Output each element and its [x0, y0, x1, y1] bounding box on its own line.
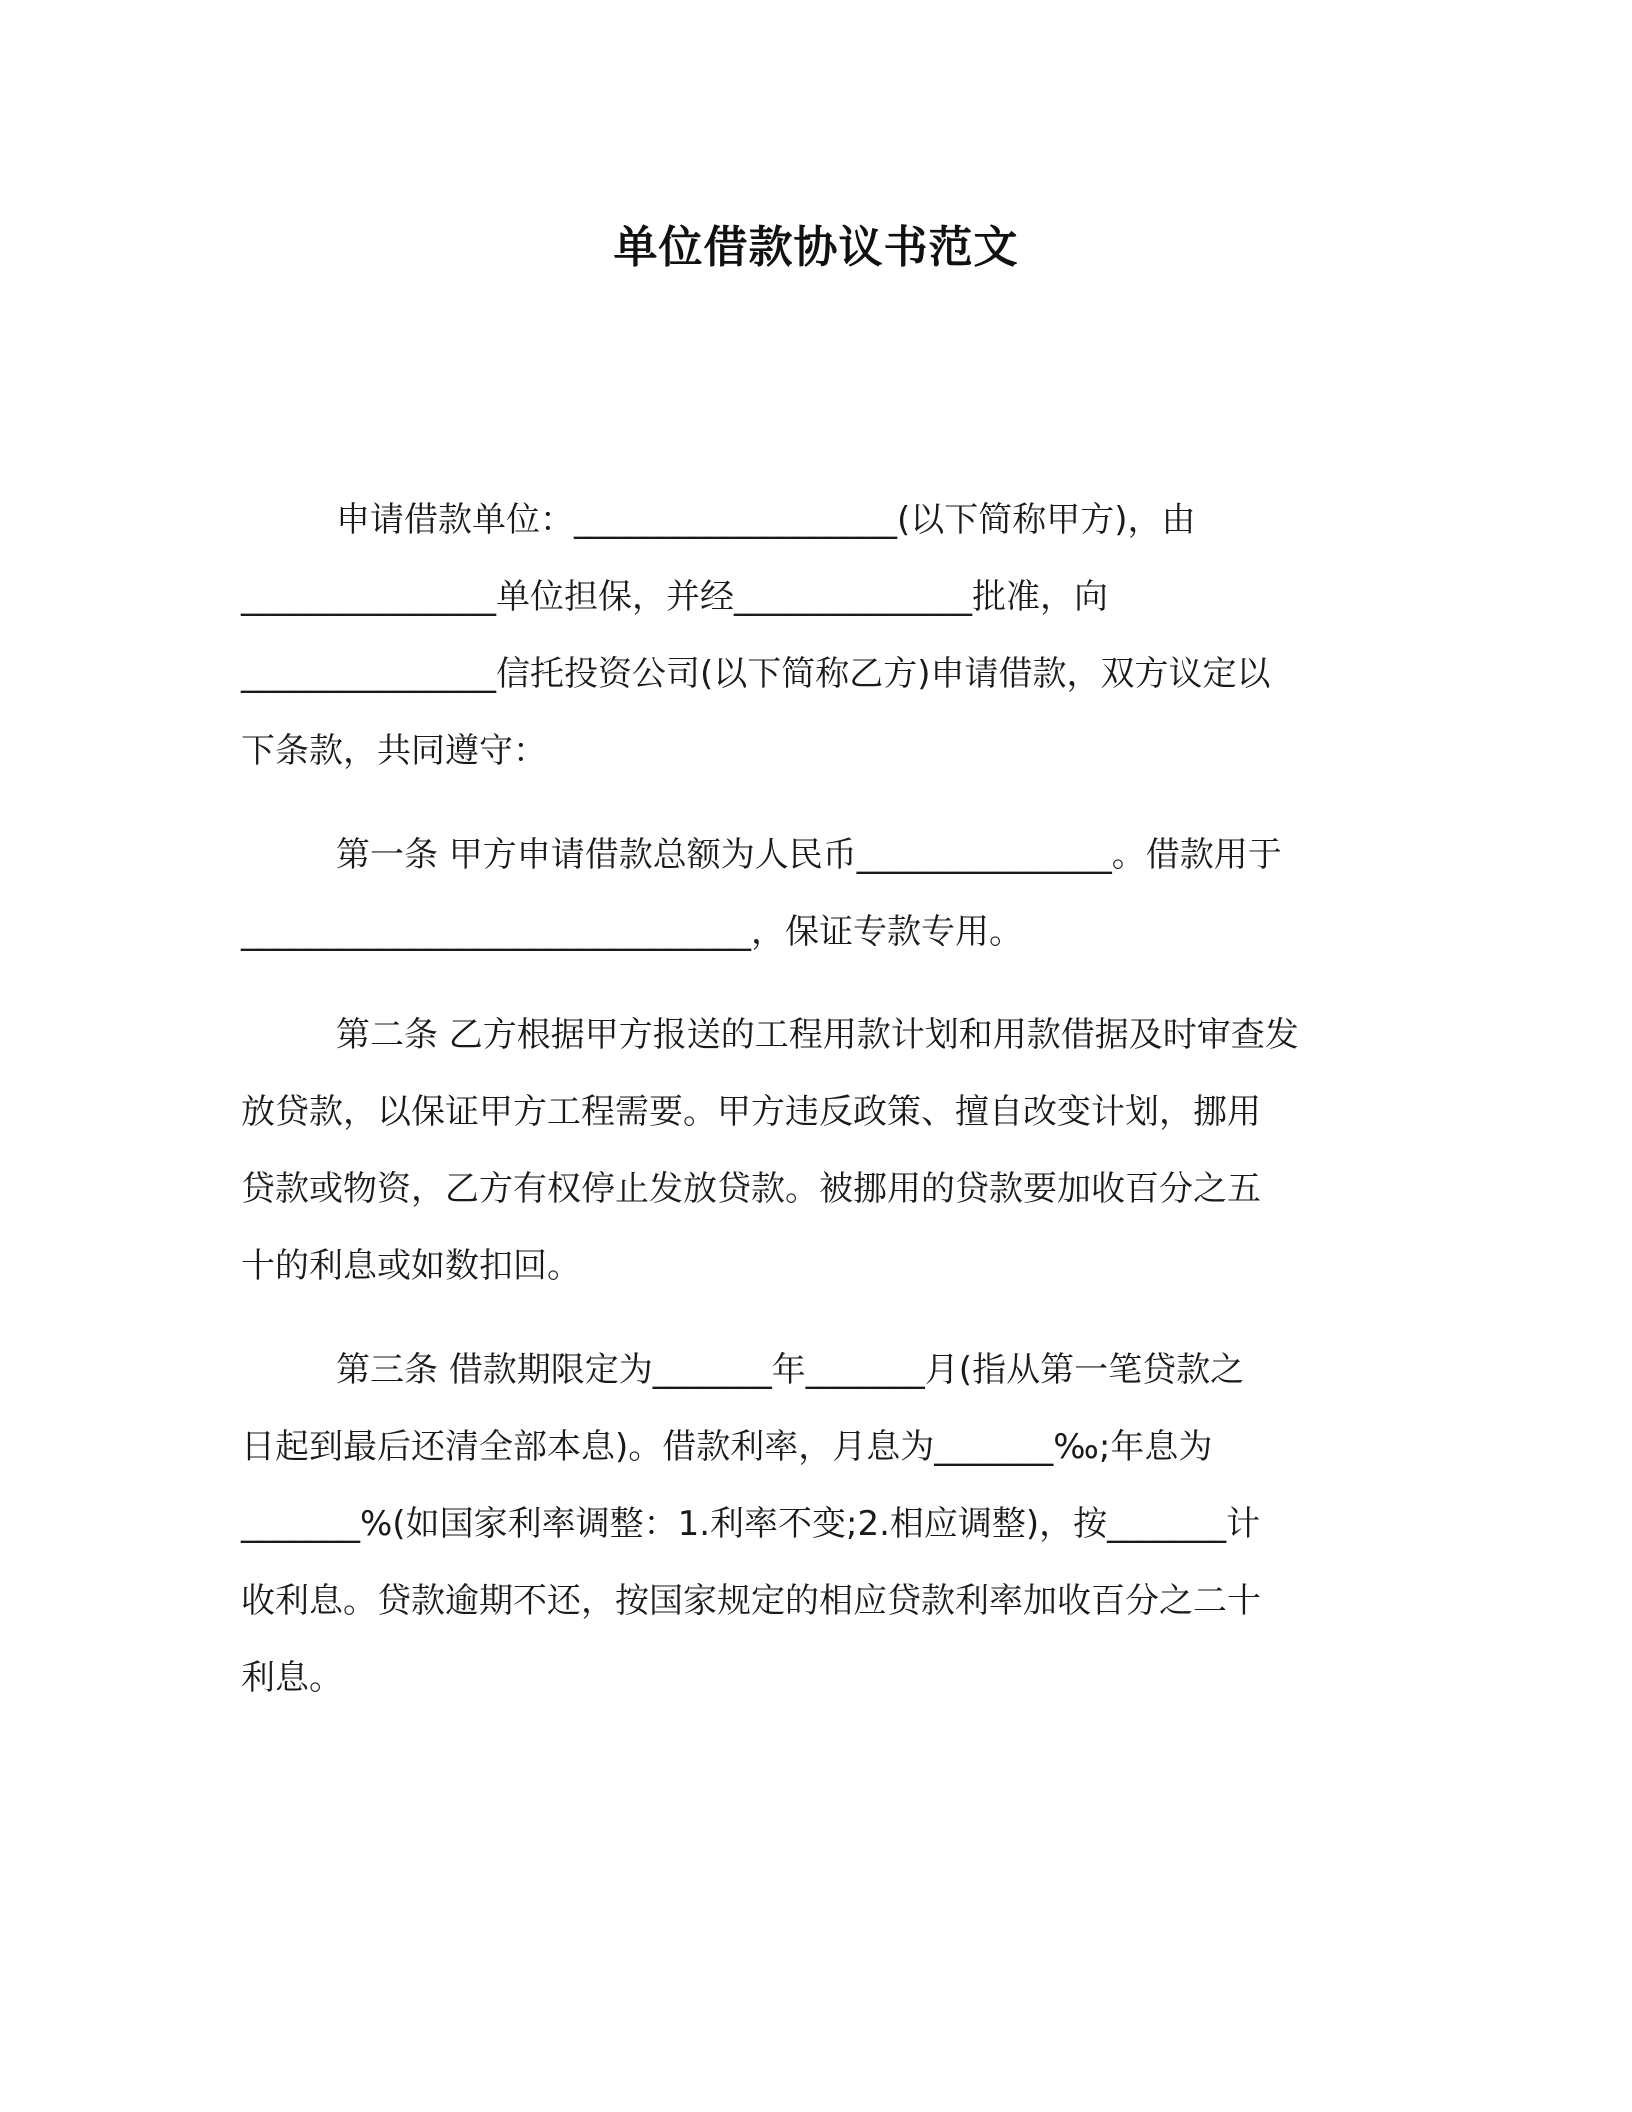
paragraph-1-line-1: 申请借款单位：___________________(以下简称甲方)，由 [336, 500, 1196, 540]
document-title: 单位借款协议书范文 [613, 222, 1019, 273]
paragraph-1-line-4: 下条款，共同遵守： [241, 731, 547, 771]
paragraph-3-line-2: 放贷款，以保证甲方工程需要。甲方违反政策、擅自改变计划，挪用 [241, 1092, 1261, 1132]
paragraph-1-line-2: _______________单位担保，并经______________批准，向 [241, 577, 1108, 617]
paragraph-4-line-1: 第三条 借款期限定为_______年_______月(指从第一笔贷款之 [336, 1350, 1245, 1390]
paragraph-4-line-2: 日起到最后还清全部本息)。借款利率，月息为_______‰;年息为 [241, 1427, 1213, 1467]
paragraph-2-line-1: 第一条 甲方申请借款总额为人民币_______________。借款用于 [336, 835, 1282, 875]
paragraph-3-line-3: 贷款或物资，乙方有权停止发放贷款。被挪用的贷款要加收百分之五 [241, 1169, 1261, 1209]
paragraph-3-line-4: 十的利息或如数扣回。 [241, 1246, 581, 1286]
paragraph-4-line-5: 利息。 [241, 1658, 343, 1698]
paragraph-1-line-3: _______________信托投资公司(以下简称乙方)申请借款，双方议定以 [241, 654, 1271, 694]
paragraph-4-line-3: _______%(如国家利率调整：1.利率不变;2.相应调整)，按_______计 [241, 1504, 1261, 1544]
paragraph-2-line-2: ______________________________，保证专款专用。 [241, 912, 1023, 952]
paragraph-3-line-1: 第二条 乙方根据甲方报送的工程用款计划和用款借据及时审查发 [336, 1015, 1299, 1055]
paragraph-4-line-4: 收利息。贷款逾期不还，按国家规定的相应贷款利率加收百分之二十 [241, 1581, 1261, 1621]
